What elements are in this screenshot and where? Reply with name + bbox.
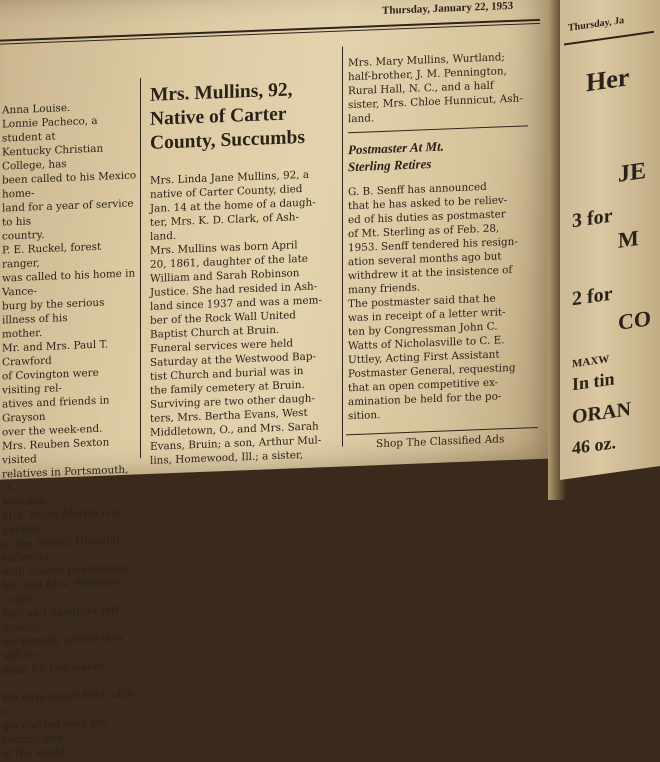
text-line: Mrs. Mary Mullins, Wurtland; <box>348 51 505 70</box>
text-line: was in receipt of a letter writ- <box>348 306 506 325</box>
text-line: Funeral services were held <box>150 337 294 355</box>
text-line: William and Sarah Robinson <box>150 267 300 285</box>
text-line: ation several months ago but <box>348 250 502 269</box>
text-line: 20, 1861, daughter of the late <box>150 252 308 271</box>
text-line: lins, Homewood, Ill.; a sister, <box>150 448 304 467</box>
text-line: Mr. and Mrs. Paul T. Crawford <box>2 338 109 369</box>
text-line: with double pneumonia. <box>2 561 130 579</box>
text-line: Mrs. Linda Jane Mullins, 92, a <box>150 168 310 187</box>
text-line: Watts of Nicholasville to C. E. <box>348 334 505 353</box>
text-line: ten by Congressman John C. <box>348 320 498 339</box>
text-line: over the week-end. <box>2 422 103 439</box>
text-line: been called to his Mexico home- <box>2 169 137 201</box>
text-line: Baptist Church at Bruin. <box>150 323 280 341</box>
article-mullins-body <box>150 167 340 468</box>
text-line: sister, Mrs. Chloe Hunnicut, Ash- <box>348 92 523 112</box>
text-line: main for two weeks. <box>2 660 109 677</box>
column-divider <box>140 78 141 458</box>
text-line: mother. <box>2 326 43 341</box>
right-page-ad-line: M <box>618 224 639 253</box>
right-page <box>560 0 660 480</box>
column-divider <box>342 46 343 446</box>
right-page-ad-line: MAXW <box>572 353 610 371</box>
right-page-ad-line: Her <box>586 62 630 98</box>
right-page-ad-line: CO <box>618 305 651 335</box>
text-line: ters, Mrs. Bertha Evans, West <box>150 406 308 425</box>
text-line: Kentucky Christian College, has <box>2 142 104 173</box>
text-line: Jan. 14 at the home of a daugh- <box>150 196 316 215</box>
article-mullins-continued <box>348 49 536 126</box>
text-line: We have never been able to <box>2 687 134 719</box>
text-line: ter, Mrs. K. D. Clark, of Ash- <box>150 211 300 229</box>
text-line: Middletown, O., and Mrs. Sarah <box>150 420 319 439</box>
right-page-ad-line: 3 for <box>572 204 613 233</box>
right-page-ad-line: JE <box>618 157 647 188</box>
text-line: burg by the serious illness of his <box>2 296 105 327</box>
text-line: G. B. Senff has announced <box>348 180 487 199</box>
text-line: 1953. Senff tendered his resign- <box>348 235 518 255</box>
headline-line: Sterling Retires <box>348 156 432 175</box>
text-line: Uttley, Acting First Assistant <box>348 348 500 367</box>
text-line: Evans, Bruin; a son, Arthur Mul- <box>150 434 322 453</box>
text-line: for Florida, where they will re- <box>2 631 124 663</box>
right-page-dateline: Thursday, Ja <box>568 14 625 34</box>
text-line: Lonnie Pacheco, a student at <box>2 114 98 145</box>
text-line: get carried over the coming end <box>2 716 108 747</box>
text-line: of the world. <box>2 745 70 761</box>
text-line: the family cemetery at Bruin. <box>150 378 305 397</box>
text-line: that an open competitive ex- <box>348 376 499 395</box>
text-line: ed of his duties as postmaster <box>348 208 506 227</box>
footer-rule <box>346 427 538 435</box>
left-column <box>2 98 138 761</box>
text-line: Mr. and Mrs. Woodrow Craw- <box>2 575 123 607</box>
text-line: Mrs. Reuben Sexton visited <box>2 436 110 467</box>
top-rule-thin <box>0 23 540 45</box>
text-line: ford and daughter left Sunday <box>2 604 119 635</box>
text-line: Postmaster General, requesting <box>348 361 516 381</box>
text-line: atives and friends in Grayson <box>2 394 110 425</box>
headline-line: County, Succumbs <box>150 126 305 154</box>
text-line: land since 1937 and was a mem- <box>150 294 322 313</box>
article-mullins-headline <box>150 77 340 156</box>
text-line: sition. <box>348 409 381 423</box>
text-line: land. <box>150 229 177 243</box>
right-page-rule <box>564 31 654 46</box>
text-line: amination be held for the po- <box>348 390 502 409</box>
right-page-ad-line: In tin <box>572 368 615 395</box>
headline-line: Mrs. Mullins, 92, <box>150 79 293 106</box>
shop-classified-ads-link[interactable]: Shop The Classified Ads <box>376 433 505 451</box>
right-column <box>348 49 536 423</box>
text-line: ber of the Rock Wall United <box>150 309 296 327</box>
top-rule <box>0 19 540 42</box>
text-line: relatives in Portsmouth, O., <box>2 463 129 495</box>
article-postmaster-headline <box>348 134 536 175</box>
text-line: Rural Hall, N. C., and a half <box>348 79 494 98</box>
text-line: land for a year of service to his <box>2 197 134 229</box>
text-line: Monday. <box>2 494 47 509</box>
text-line: tist Church and burial was in <box>150 364 304 383</box>
text-line: many friends. <box>348 281 421 297</box>
text-line: Justice. She had resided in Ash- <box>150 280 318 299</box>
headline-line: Native of Carter <box>150 103 287 130</box>
dateline: Thursday, January 22, 1953 <box>382 0 514 17</box>
text-line: land. <box>348 112 375 126</box>
text-line: Anna Louise. <box>2 101 71 117</box>
right-page-ad-line: 2 for <box>572 282 613 311</box>
text-line: of Covington were visiting rel- <box>2 366 99 397</box>
text-line: of Mt. Sterling as of Feb. 28, <box>348 222 500 241</box>
right-page-ad-line: ORAN <box>572 398 631 429</box>
text-line: P. E. Ruckel, forest ranger, <box>2 240 102 271</box>
text-line: Surviving are two other daugh- <box>150 392 315 411</box>
text-line: in the Stovall Hospital suffering <box>2 534 120 565</box>
text-line: native of Carter County, died <box>150 182 303 201</box>
text-line: country. <box>2 228 45 243</box>
text-line: half-brother, J. M. Pennington, <box>348 65 507 84</box>
text-line: Mrs. Millis Melvin is a patient <box>2 506 120 537</box>
text-line: The postmaster said that he <box>348 292 496 311</box>
text-line: Saturday at the Westwood Bap- <box>150 350 317 369</box>
article-postmaster-body <box>348 178 536 423</box>
text-line: withdrew it at the insistence of <box>348 263 513 283</box>
text-line: was called to his home in Vance- <box>2 267 136 299</box>
article-separator <box>348 125 528 133</box>
text-line: Mrs. Mullins was born April <box>150 239 298 257</box>
right-page-ad-line: 46 oz. <box>572 432 616 459</box>
article-mullins <box>150 77 340 468</box>
headline-line: Postmaster At Mt. <box>348 138 444 158</box>
text-line: that he has asked to be reliev- <box>348 194 508 213</box>
